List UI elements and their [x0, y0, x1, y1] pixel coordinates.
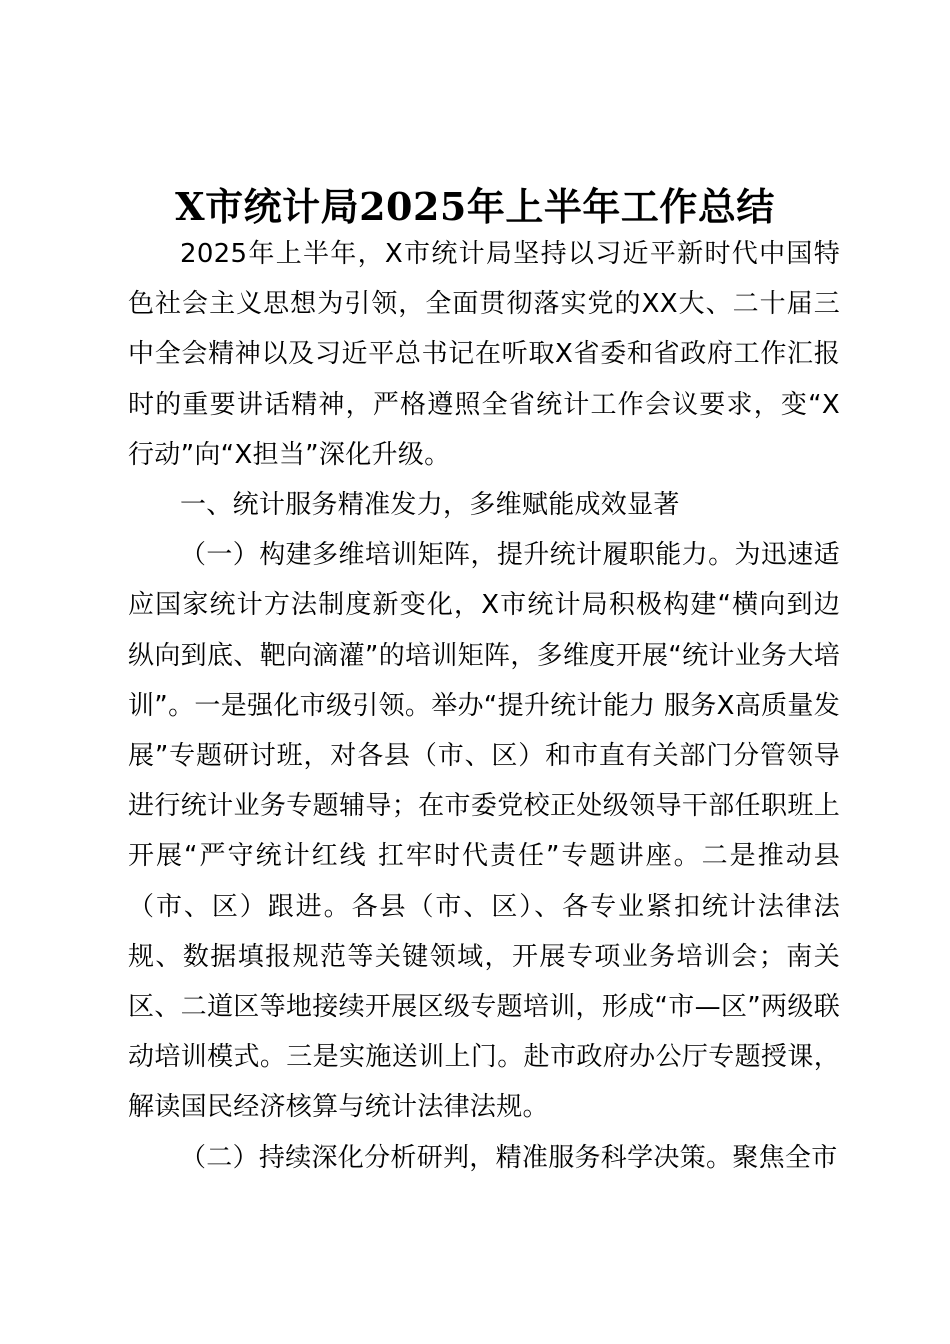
document-title: X市统计局2025年上半年工作总结 [175, 184, 775, 229]
section-1-heading: 一、统计服务精准发力，多维赋能成效显著 [180, 490, 680, 521]
intro-paragraph: 2025年上半年，X市统计局坚持以习近平新时代中国特色社会主义思想为引领，全面贯彻落实党的XX大、二十届三中全会精神以及习近平总书记在听取X省委和省政府工作汇报时的重要讲话精神，严格遵照全省统计工作会议要求，变“X行动”向“X担当”深化升级。 [128, 239, 840, 470]
paragraph-1: （一）构建多维培训矩阵，提升统计履职能力。为迅速适应国家统计方法制度新变化，X市统计局积极构建“横向到边纵向到底、靶向滴灌”的培训矩阵，多维度开展“统计业务大培训”。一是强化市级引领。举办“提升统计能力 服务X高质量发展”专题研讨班，对各县（市、区）和市直有关部门分管领导进行统计业务专题辅导；在市委党校正处级领导干部任职班上开展“严守统计红线 扛牢时代责任”专题讲座。二是推动县（市、区）跟进。各县（市、区）、各专业紧扣统计法律法规、数据填报规范等关键领域，开展专项业务培训会；南关区、二道区等地接续开展区级专题培训，形成“市—区”两级联动培训模式。三是实施送训上门。赴市政府办公厅专题授课，解读国民经济核算与统计法律法规。 [128, 540, 840, 1123]
paragraph-2: （二）持续深化分析研判，精准服务科学决策。聚焦全市 [180, 1142, 838, 1173]
document-body [128, 229, 840, 1183]
